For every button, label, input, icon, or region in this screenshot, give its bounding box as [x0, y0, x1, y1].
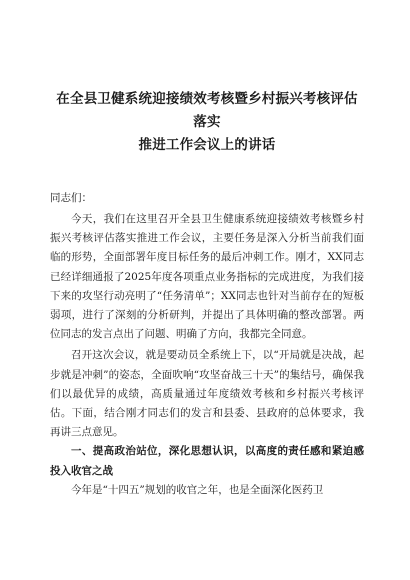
body-paragraph-2: 召开这次会议，就是要动员全系统上下，以“开局就是决战，起步就是冲刺”的姿态，全面吹响“攻坚奋战三十天”的集结号，确保我们以最优异的成绩，高质量通过年度绩效考核和乡村振兴考核评估。下面，结合刚才同志们的发言和县委、县政府的总体要求，我再讲三点意见。: [50, 349, 364, 439]
body-paragraph-1: 今天，我们在这里召开全县卫生健康系统迎接绩效考核暨乡村振兴考核评估落实推进工作会议，主要任务是深入分析当前我们面临的形势，全面部署年度目标任务的最后冲刺工作。刚才，XX同志已经详细通报了2025年度各项重点业务指标的完成进度，为我们接下来的攻坚行动亮明了“任务清单”；XX同志也针对当前存在的短板弱项，进行了深刻的分析研判，并提出了具体明确的整改部署。两位同志的发言点出了问题、明确了方向，我都完全同意。: [50, 213, 364, 341]
title-line-2: 推进工作会议上的讲话: [138, 137, 276, 153]
title-line-1: 在全县卫健系统迎接绩效考核暨乡村振兴考核评估落实: [56, 91, 358, 130]
document-title: [50, 88, 364, 157]
section-paragraph-1: 今年是“十四五”规划的收官之年，也是全面深化医药卫: [71, 483, 324, 496]
section-heading-1: 一、提高政治站位，深化思想认识，以高度的责任感和紧迫感投入收官之战: [50, 445, 364, 477]
salutation: 同志们：: [50, 192, 92, 204]
